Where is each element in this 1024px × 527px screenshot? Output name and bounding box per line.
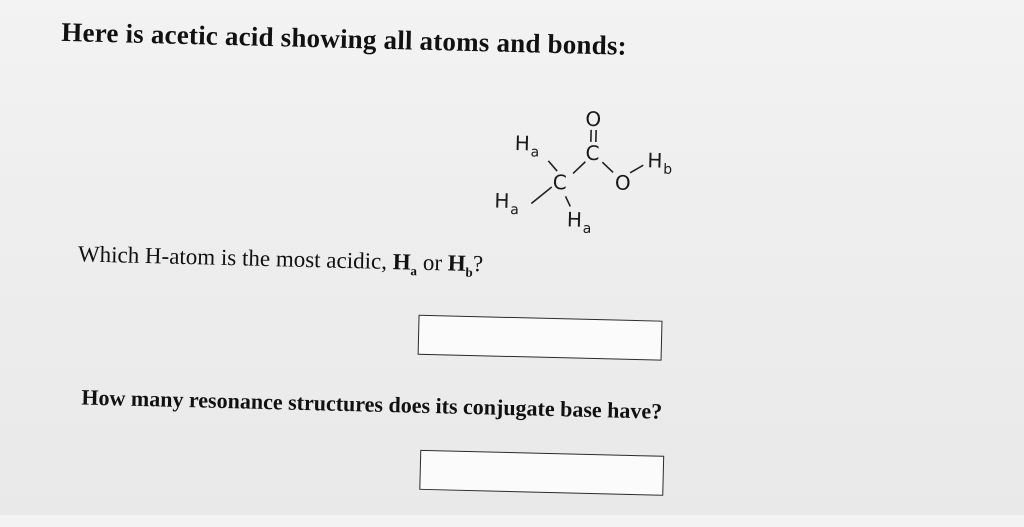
question-1-prefix: Which H-atom is the most acidic, xyxy=(78,241,393,274)
bond-carbonyl-oxygen xyxy=(602,162,613,172)
atom-h-a-left: H xyxy=(494,189,510,213)
atom-h-b-subscript: b xyxy=(663,162,672,178)
atom-o-carbonyl: O xyxy=(585,107,601,131)
acetic-acid-structure xyxy=(470,99,704,255)
option-hb-letter: H xyxy=(448,250,466,275)
bond-carbonyl-methyl xyxy=(573,161,585,173)
bond-methyl-ha-bottom xyxy=(565,196,570,206)
atom-o-hydroxyl: O xyxy=(615,170,631,194)
option-ha-letter: H xyxy=(392,249,410,274)
question-1 xyxy=(78,241,484,280)
atom-h-a-bottom-subscript: a xyxy=(583,221,592,237)
answer-2-input[interactable] xyxy=(419,450,664,496)
question-1-suffix: ? xyxy=(473,251,484,276)
atom-h-a-left-subscript: a xyxy=(510,202,519,218)
bond-oxygen-hb xyxy=(630,165,643,173)
atom-c-carbonyl: C xyxy=(585,141,600,165)
answer-1-input[interactable] xyxy=(418,315,663,361)
bond-methyl-ha-left xyxy=(531,186,551,203)
question-2: How many resonance structures does its conjugate base have? xyxy=(81,385,662,425)
option-hb-subscript: b xyxy=(465,264,473,279)
atom-c-methyl: C xyxy=(553,170,568,194)
page-title: Here is acetic acid showing all atoms and bonds: xyxy=(61,17,627,62)
atom-h-a-top: H xyxy=(515,131,531,155)
question-1-or: or xyxy=(417,250,448,276)
atom-h-b: H xyxy=(647,148,663,172)
option-ha-subscript: a xyxy=(410,263,417,278)
atom-h-a-top-subscript: a xyxy=(530,144,539,160)
atom-h-a-bottom: H xyxy=(567,207,583,231)
